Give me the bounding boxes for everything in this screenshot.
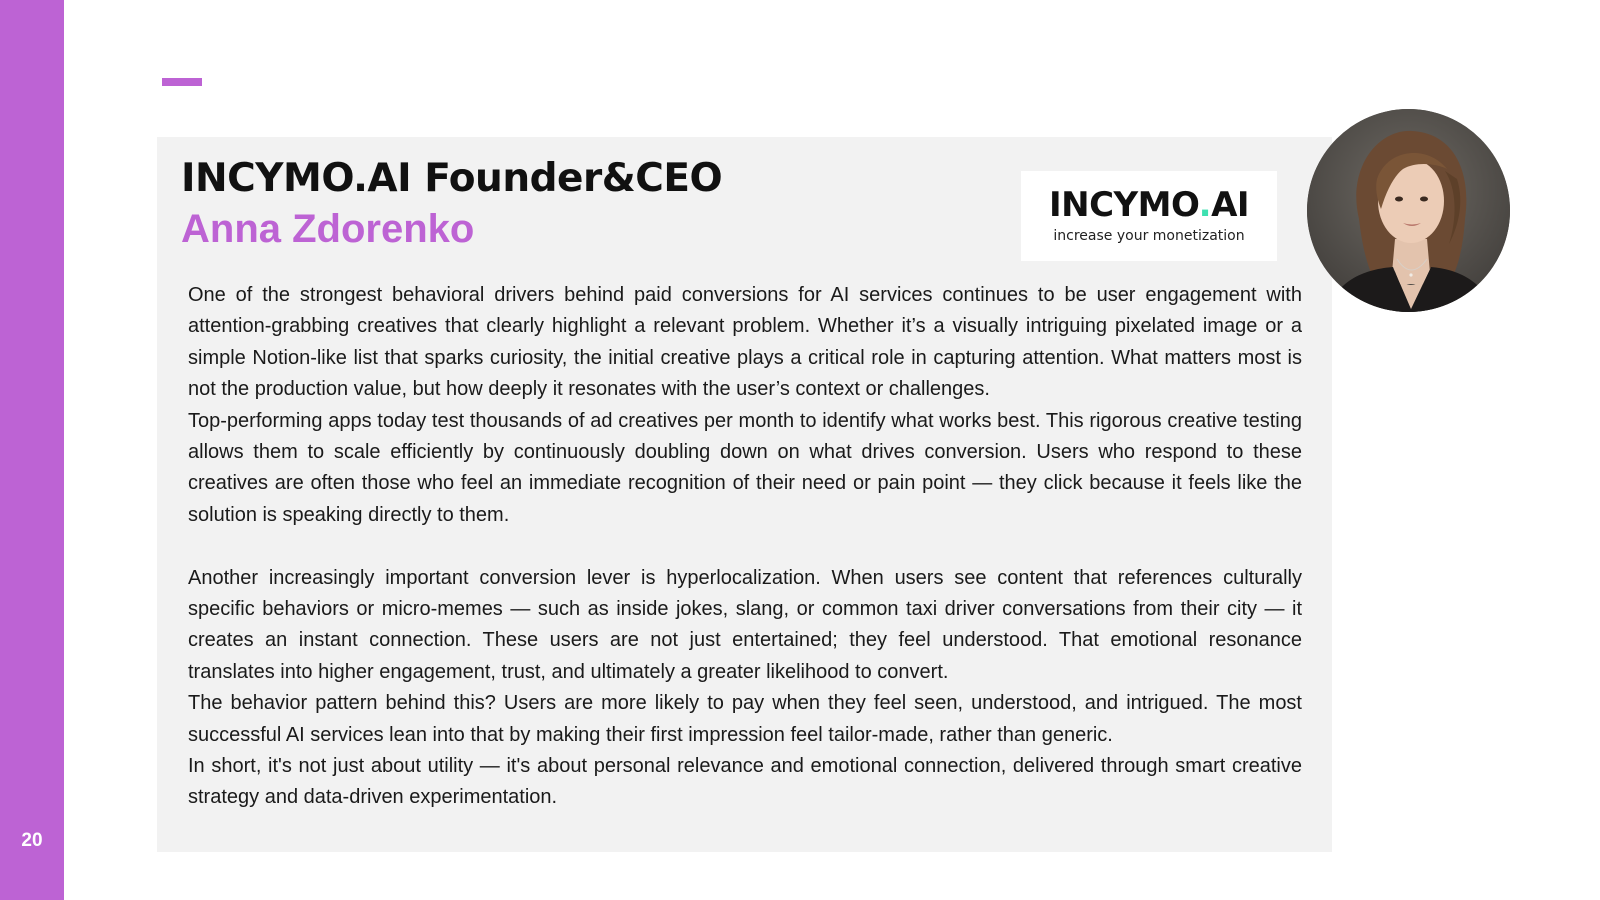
page-number: 20 xyxy=(21,830,43,851)
body-paragraph: One of the strongest behavioral drivers behind paid conversions for AI services continues to be user engagement with attention-grabbing creatives that clearly highlight a relevant problem. Whether it’s a visually intriguing pixelated image or a simple Notion-like list that sparks curiosity, the initial creative plays a critical role in capturing attention. What matters most is not the production value, but how deeply it resonates with the user’s context or challenges. xyxy=(188,284,1302,401)
title-role: INCYMO.AI Founder&CEO xyxy=(181,156,723,201)
body-paragraph: The behavior pattern behind this? Users are more likely to pay when they feel seen, understood, and intrigued. The most successful AI services lean into that by making their first impression feel tailor-made, rather than generic. xyxy=(188,692,1302,746)
body-paragraph: Top-performing apps today test thousands of ad creatives per month to identify what works best. This rigorous creative testing allows them to scale efficiently by continuously doubling down on what drives conversion. Users who respond to these creatives are often those who feel an immediate recognition of their need or pain point — they click because it feels like the solution is speaking directly to them. xyxy=(188,409,1302,526)
logo-tagline: increase your monetization xyxy=(1053,228,1245,244)
body-text xyxy=(188,280,1302,814)
avatar-illustration xyxy=(1307,109,1510,312)
accent-dash xyxy=(162,78,202,86)
title-name: Anna Zdorenko xyxy=(181,207,475,251)
logo-word-dot: . xyxy=(1198,185,1212,225)
left-accent-bar xyxy=(0,0,64,900)
logo-word-main: INCYMO xyxy=(1048,185,1199,225)
logo-wordmark xyxy=(1021,185,1277,225)
company-logo xyxy=(1021,171,1277,261)
body-paragraph: In short, it's not just about utility — it's about personal relevance and emotional connection, delivered through smart creative strategy and data-driven experimentation. xyxy=(188,755,1302,809)
logo-word-suffix: AI xyxy=(1211,185,1250,225)
avatar-photo xyxy=(1307,109,1510,312)
body-paragraph: Another increasingly important conversion lever is hyperlocalization. When users see content that references culturally specific behaviors or micro-memes — such as inside jokes, slang, or common taxi driver conversations from their city — it creates an instant connection. These users are not just entertained; they feel understood. That emotional resonance translates into higher engagement, trust, and ultimately a greater likelihood to convert. xyxy=(188,566,1302,683)
